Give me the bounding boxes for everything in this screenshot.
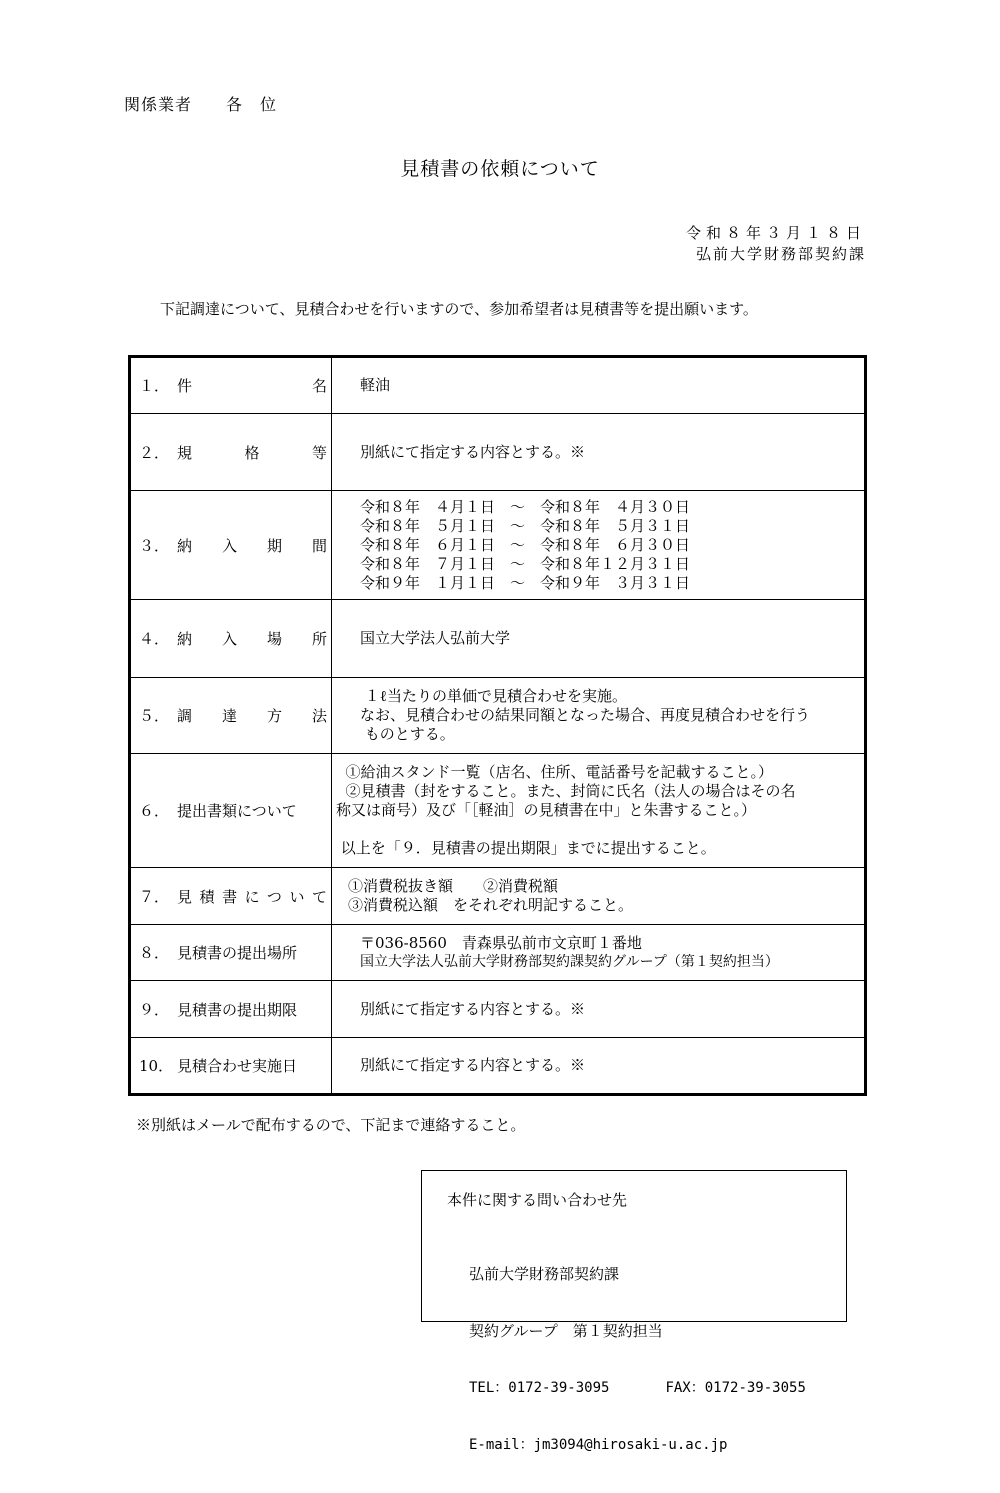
- contact-title: 本件に関する問い合わせ先: [447, 1191, 628, 1209]
- row-label-text: 見積書について: [177, 887, 327, 906]
- value-line: 国立大学法人弘前大学財務部契約課契約グループ（第１契約担当）: [360, 953, 779, 970]
- value-line: なお、見積合わせの結果同額となった場合、再度見積合わせを行う: [360, 706, 811, 724]
- row-label: [131, 1038, 332, 1093]
- table-row-submission-deadline: [131, 981, 864, 1038]
- row-label: [131, 358, 332, 413]
- value-line: 国立大学法人弘前大学: [360, 629, 511, 647]
- row-label: [131, 678, 332, 753]
- value-line: 称又は商号）及び「［軽油］の見積書在中」と朱書すること。）: [336, 801, 757, 819]
- row-label: [131, 600, 332, 677]
- addressee: 関係業者 各 位: [124, 95, 278, 114]
- row-label: [131, 981, 332, 1037]
- table-row-delivery-location: [131, 600, 864, 678]
- row-number: ８．: [139, 944, 170, 962]
- row-value: [332, 925, 864, 980]
- value-line: 令和８年 ４月１日 ～ 令和８年 ４月３０日: [360, 497, 691, 516]
- value-line: ものとする。: [360, 725, 455, 743]
- table-row-quotation: [131, 868, 864, 925]
- row-value: [332, 414, 864, 490]
- row-label-text: 調 達 方 法: [177, 707, 327, 725]
- specification-table: [128, 355, 867, 1096]
- row-label-text: 件 名: [177, 377, 327, 395]
- row-label-text: 見積合わせ実施日: [177, 1057, 298, 1075]
- value-line: 〒036-8560 青森県弘前市文京町１番地: [360, 933, 642, 952]
- row-number: ７．: [139, 887, 170, 906]
- document-title: 見積書の依頼について: [400, 158, 600, 180]
- value-line: 軽油: [360, 376, 391, 394]
- table-row-submission-place: [131, 925, 864, 981]
- row-number: １．: [139, 377, 170, 395]
- value-line: 別紙にて指定する内容とする。※: [360, 999, 586, 1018]
- row-value: [332, 981, 864, 1037]
- row-label: [131, 491, 332, 599]
- row-value: [332, 600, 864, 677]
- contact-email[interactable]: E-mail：jm3094@hirosaki-u.ac.jp: [469, 1437, 728, 1453]
- attachment-note: ※別紙はメールで配布するので、下記まで連絡すること。: [136, 1116, 526, 1134]
- row-number: ２．: [139, 443, 170, 462]
- value-line: １ℓ当たりの単価で見積合わせを実施。: [360, 687, 627, 705]
- row-value: [332, 491, 864, 599]
- row-number: ３．: [139, 536, 170, 555]
- row-label-text: 規 格 等: [177, 443, 327, 462]
- row-label-text: 見積書の提出期限: [177, 1000, 298, 1019]
- contact-phone-fax: [469, 1379, 806, 1398]
- value-line: 令和８年 ７月１日 ～ 令和８年１２月３１日: [360, 554, 691, 573]
- value-line: ①給油スタンド一覧（店名、住所、電話番号を記載すること。）: [336, 763, 774, 781]
- row-number: ９．: [139, 1000, 170, 1019]
- table-row-required-documents: [131, 754, 864, 868]
- value-line: 以上を「９．見積書の提出期限」までに提出すること。: [336, 839, 716, 857]
- row-label: [131, 754, 332, 867]
- table-row-delivery-period: [131, 491, 864, 600]
- issuing-department: 弘前大学財務部契約課: [695, 245, 866, 263]
- table-row-specification: [131, 414, 864, 491]
- table-row-procurement-method: [131, 678, 864, 754]
- table-row-quotation-date: [131, 1038, 864, 1093]
- value-line: 別紙にて指定する内容とする。※: [360, 442, 586, 461]
- row-number: ４．: [139, 630, 170, 648]
- row-label-text: 見積書の提出場所: [177, 944, 298, 962]
- value-line: 令和８年 ６月１日 ～ 令和８年 ６月３０日: [360, 535, 691, 554]
- row-label-text: 提出書類について: [177, 802, 297, 820]
- value-line: [336, 820, 864, 839]
- contact-group: 契約グループ 第１契約担当: [469, 1322, 663, 1340]
- row-label-text: 納 入 期 間: [177, 536, 327, 555]
- row-number: ５．: [139, 707, 170, 725]
- row-label: [131, 868, 332, 924]
- intro-text: 下記調達について、見積合わせを行いますので、参加希望者は見積書等を提出願います。: [160, 300, 758, 318]
- value-line: 令和９年 １月１日 ～ 令和９年 ３月３１日: [360, 573, 691, 592]
- value-line: ②見積書（封をすること。また、封筒に氏名（法人の場合はその名: [336, 782, 796, 800]
- contact-fax: FAX：0172-39-3055: [665, 1380, 806, 1396]
- value-line: ③消費税込額 をそれぞれ明記すること。: [348, 896, 634, 914]
- value-line: 令和８年 ５月１日 ～ 令和８年 ５月３１日: [360, 516, 691, 535]
- issue-date: 令和８年３月１８日: [685, 224, 866, 242]
- row-label-text: 納 入 場 所: [177, 630, 327, 648]
- row-value: [332, 754, 864, 867]
- row-value: [332, 678, 864, 753]
- row-number: ６．: [139, 802, 170, 820]
- contact-details: [469, 1227, 806, 1493]
- contact-box: [421, 1170, 847, 1453]
- value-line: 別紙にて指定する内容とする。※: [360, 1056, 586, 1074]
- row-value: [332, 868, 864, 924]
- contact-tel: TEL：0172-39-3095: [469, 1380, 610, 1396]
- value-line: ①消費税抜き額 ②消費税額: [348, 877, 559, 895]
- row-label: [131, 414, 332, 490]
- row-number: 10．: [139, 1057, 174, 1075]
- row-value: [332, 1038, 864, 1093]
- row-label: [131, 925, 332, 980]
- table-row-item-name: [131, 358, 864, 414]
- contact-office: 弘前大学財務部契約課: [469, 1265, 620, 1283]
- row-value: [332, 358, 864, 413]
